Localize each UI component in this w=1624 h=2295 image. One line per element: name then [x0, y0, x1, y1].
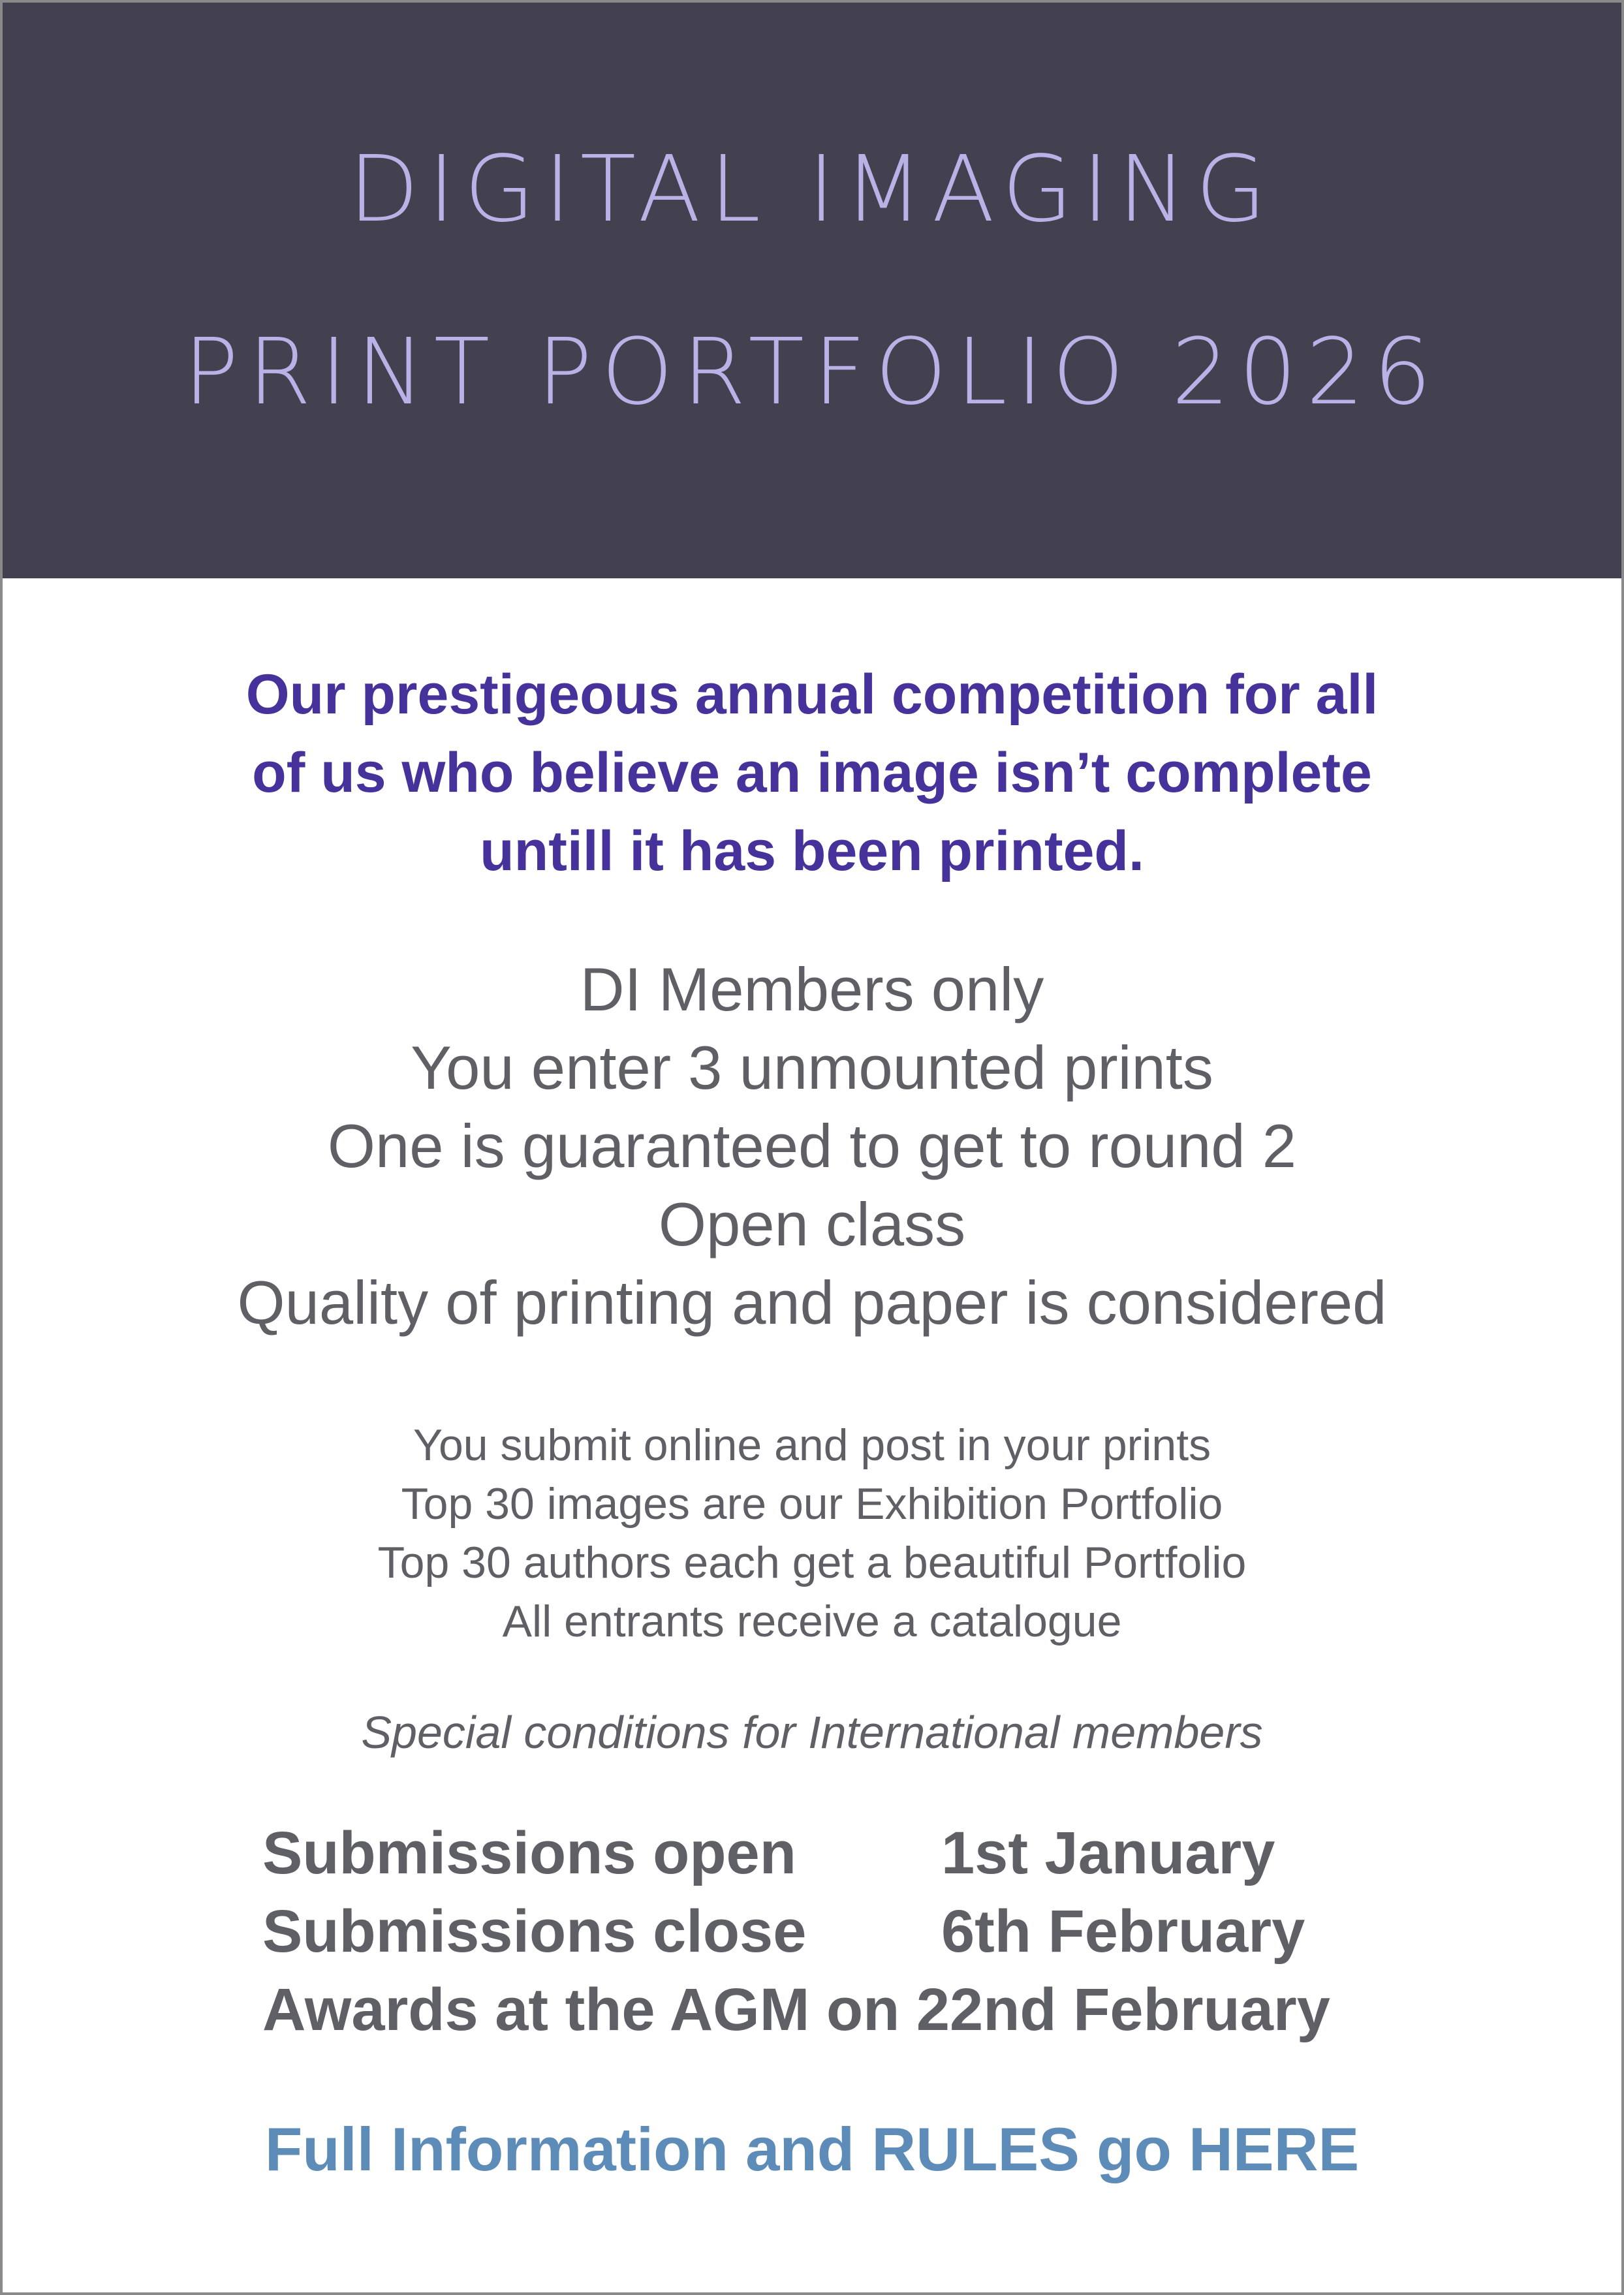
- headline-line: of us who believe an image isn’t complete: [252, 742, 1372, 804]
- feature-list: [3, 950, 1621, 1342]
- headline-line: Our prestigeous annual competition for all: [245, 663, 1379, 726]
- detail-item: You submit online and post in your prints: [413, 1420, 1211, 1470]
- headline-line: untill it has been printed.: [480, 820, 1144, 882]
- detail-item: Top 30 authors each get a beautiful Portfolio: [377, 1538, 1247, 1587]
- feature-item: DI Members only: [580, 955, 1044, 1023]
- headline: [3, 655, 1621, 890]
- feature-item: Open class: [658, 1190, 966, 1258]
- submissions-close-date: 6th February: [941, 1898, 1305, 1965]
- detail-item: All entrants receive a catalogue: [502, 1597, 1122, 1646]
- details-list: [3, 1416, 1621, 1651]
- submissions-close-label: Submissions close: [262, 1898, 807, 1965]
- feature-item: Quality of printing and paper is considered: [237, 1268, 1387, 1337]
- submissions-open-label: Submissions open: [262, 1820, 796, 1886]
- feature-item: You enter 3 unmounted prints: [411, 1033, 1213, 1102]
- feature-item: One is guaranteed to get to round 2: [327, 1112, 1297, 1180]
- submissions-open-date: 1st January: [941, 1820, 1275, 1886]
- banner-title-line-2: PRINT PORTFOLIO 2026: [183, 319, 1441, 426]
- full-information-link[interactable]: Full Information and RULES go HERE: [264, 2115, 1360, 2183]
- banner-title-line-1: DIGITAL IMAGING: [348, 136, 1276, 243]
- detail-item: Top 30 images are our Exhibition Portfolio: [401, 1479, 1223, 1529]
- awards-text: Awards at the AGM on 22nd February: [262, 1976, 1330, 2043]
- international-note: Special conditions for International members: [361, 1707, 1263, 1758]
- title-banner: [3, 3, 1621, 578]
